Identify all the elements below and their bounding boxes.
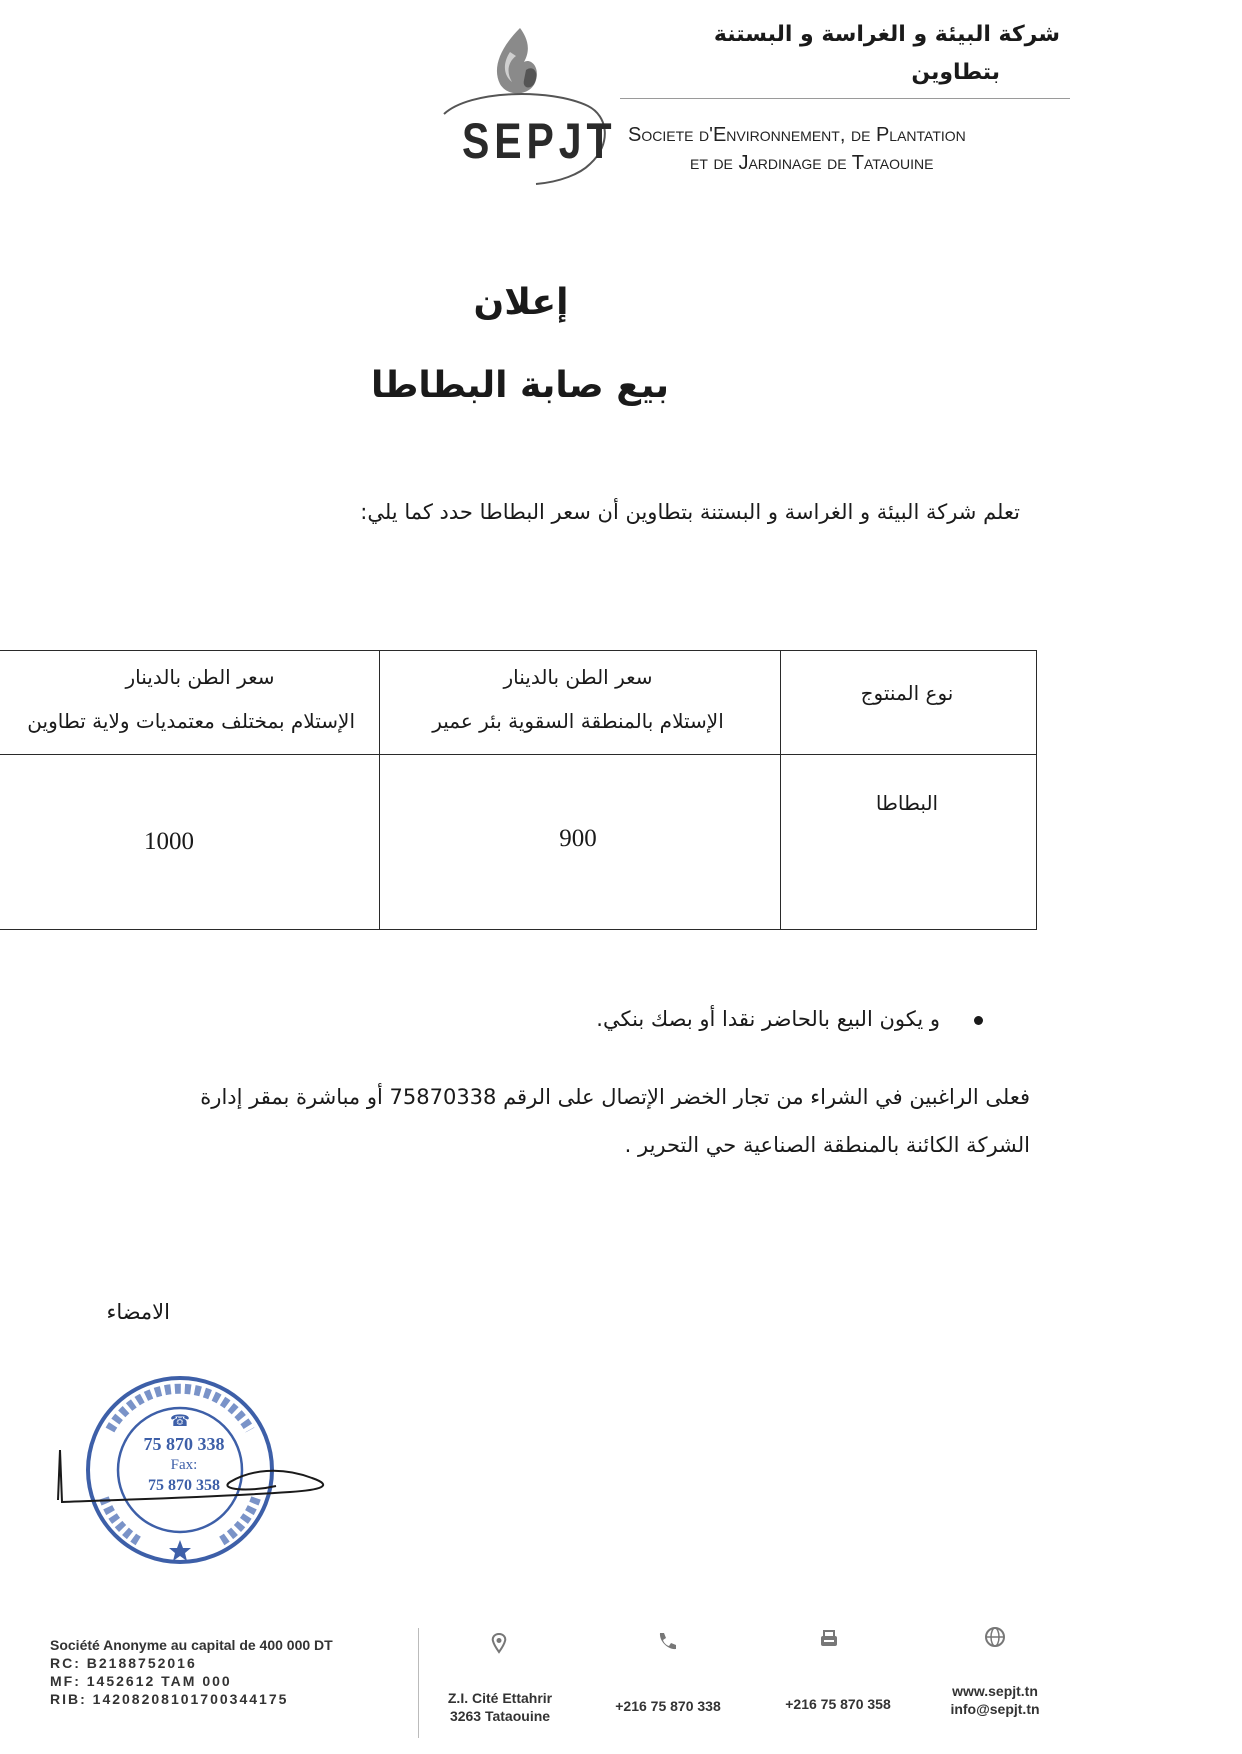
footer-address — [430, 1689, 570, 1725]
header-divider — [620, 98, 1070, 99]
header-arabic-city: بتطاوين — [911, 60, 1000, 85]
header-arabic-company: شركة البيئة و الغراسة و البستنة — [713, 22, 1060, 47]
bir-amir-price: 900 — [559, 825, 597, 852]
payment-terms: و يكون البيع بالحاضر نقدا أو بصك بنكي. — [596, 1007, 940, 1031]
table-header-product — [779, 650, 1037, 755]
logo-text: SEPJT — [462, 113, 617, 169]
table-header-bir-line2: الإستلام بالمنطقة السقوية بئر عمير — [432, 709, 724, 733]
table-header-product-label: نوع المنتوج — [860, 681, 954, 705]
intro-paragraph: تعلم شركة البيئة و الغراسة و البستنة بتطاوين أن سعر البطاطا حدد كما يلي: — [360, 500, 1020, 524]
footer-fax: +216 75 870 358 — [785, 1696, 891, 1712]
table-cell-all-price — [0, 753, 380, 930]
footer-divider — [418, 1628, 419, 1738]
page-title: إعلان — [473, 282, 569, 323]
footer-website: www.sepjt.tn — [952, 1683, 1038, 1699]
footer-mf: MF: 1452612 TAM 000 — [50, 1673, 232, 1689]
footer-web-contact — [930, 1682, 1060, 1718]
phone-icon — [656, 1630, 678, 1652]
all-delegations-price: 1000 — [144, 828, 194, 855]
svg-text:☎: ☎ — [170, 1413, 190, 1430]
signature-scribble-icon — [50, 1430, 340, 1520]
stamp-fax-label: Fax: — [170, 1457, 198, 1473]
contact-line-2: الشركة الكائنة بالمنطقة الصناعية حي التحرير . — [624, 1133, 1030, 1157]
footer-email: info@sepjt.tn — [950, 1701, 1040, 1717]
header-french-company-line2: et de Jardinage de Tataouine — [690, 152, 934, 174]
globe-icon — [984, 1626, 1006, 1648]
price-table — [0, 650, 1038, 930]
contact-line-1: فعلى الراغبين في الشراء من تجار الخضر الإتصال على الرقم 75870338 أو مباشرة بمقر إدارة — [200, 1085, 1030, 1109]
bullet-dot — [974, 1016, 983, 1025]
handwritten-signature — [50, 1430, 340, 1520]
table-cell-bir-price — [378, 753, 781, 930]
footer-company-capital: Société Anonyme au capital de 400 000 DT — [50, 1637, 333, 1653]
signature-label: الامضاء — [106, 1300, 170, 1324]
stamp-tel: 75 870 338 — [143, 1434, 225, 1454]
contact-paragraph — [110, 1073, 1030, 1169]
stamp-fax: 75 870 358 — [148, 1477, 220, 1494]
footer-address-line2: 3263 Tataouine — [449, 1708, 551, 1724]
footer-company-info — [50, 1636, 333, 1708]
page-subtitle: بيع صابة البطاطا — [370, 365, 670, 406]
table-header-bir-line1: سعر الطن بالدينار — [503, 665, 653, 689]
fax-icon — [818, 1628, 840, 1650]
footer-rib: RIB: 14208208101700344175 — [50, 1691, 289, 1707]
table-cell-product — [779, 753, 1037, 930]
product-name: البطاطا — [875, 791, 939, 815]
footer-rc: RC: B2188752016 — [50, 1655, 197, 1671]
table-header-all-line2: الإستلام بمختلف معتمديات ولاية تطاوين — [27, 709, 355, 733]
location-pin-icon — [488, 1632, 510, 1654]
table-header-all-delegations — [0, 650, 380, 755]
table-header-all-line1: سعر الطن بالدينار — [125, 665, 275, 689]
footer-phone: +216 75 870 338 — [615, 1698, 721, 1714]
table-header-bir-amir — [378, 650, 781, 755]
footer-address-line1: Z.I. Cité Ettahrir — [447, 1690, 553, 1706]
header-french-company-line1: Societe d'Environnement, de Plantation — [628, 124, 966, 146]
